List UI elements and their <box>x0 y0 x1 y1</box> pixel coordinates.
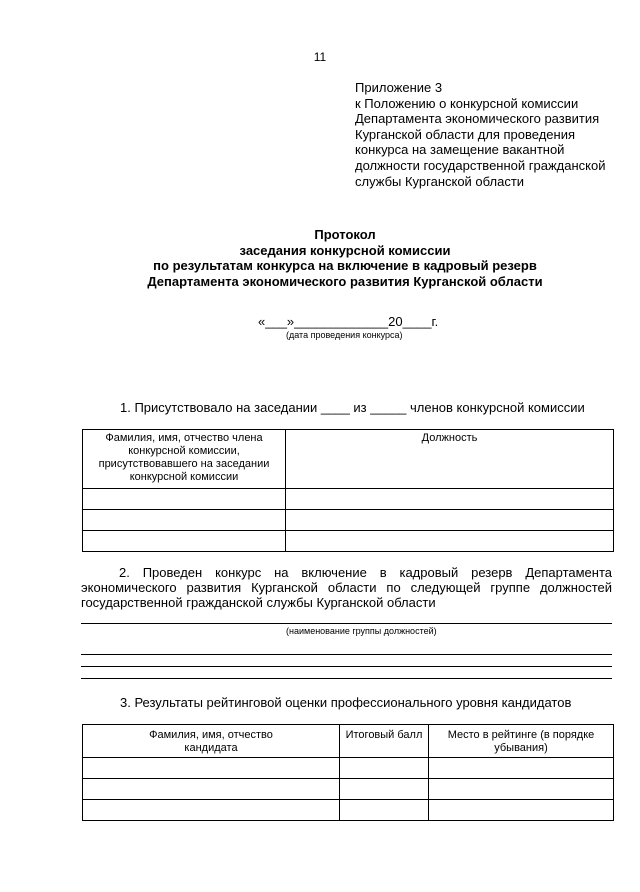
rating-name-header: Фамилия, имя, отчество кандидата <box>83 725 340 758</box>
rating-score-header: Итоговый балл <box>340 725 429 758</box>
table-cell[interactable] <box>83 531 286 552</box>
appendix-line: Департамента экономического развития <box>355 111 600 127</box>
appendix-line: службы Курганской области <box>355 173 525 189</box>
table-header-row <box>83 725 614 758</box>
table-cell[interactable] <box>286 489 614 510</box>
section3-heading: 3. Результаты рейтинговой оценки профессионального уровня кандидатов <box>120 695 572 710</box>
appendix-line: к Положению о конкурсной комиссии <box>355 95 579 111</box>
table-cell[interactable] <box>429 779 614 800</box>
table-cell[interactable] <box>83 758 340 779</box>
table-row <box>83 758 614 779</box>
date-field: «___»_____________20____г. <box>258 314 439 329</box>
group-name-line[interactable] <box>81 623 612 624</box>
attendance-name-header: Фамилия, имя, отчество члена конкурсной комиссии, присутствовавшего на заседании конкурсной комиссии <box>83 430 286 489</box>
table-cell[interactable] <box>429 800 614 821</box>
appendix-line: Приложение 3 <box>355 80 443 95</box>
blank-line[interactable] <box>81 678 612 679</box>
group-name-caption: (наименование группы должностей) <box>286 626 437 636</box>
table-cell[interactable] <box>83 800 340 821</box>
table-row <box>83 531 614 552</box>
section2-paragraph <box>81 565 612 610</box>
date-caption: (дата проведения конкурса) <box>286 330 403 340</box>
title-line: по результатам конкурса на включение в кадровый резерв <box>153 258 537 273</box>
rating-table <box>82 724 614 821</box>
appendix-line: должности государственной гражданской <box>355 157 606 173</box>
table-row <box>83 489 614 510</box>
table-cell[interactable] <box>340 758 429 779</box>
title-line: Протокол <box>314 227 376 242</box>
rating-place-header: Место в рейтинге (в порядке убывания) <box>429 725 614 758</box>
table-row <box>83 510 614 531</box>
table-header-row <box>83 430 614 489</box>
table-cell[interactable] <box>83 779 340 800</box>
title-line: Департамента экономического развития Курганской области <box>147 273 543 289</box>
attendance-position-header: Должность <box>286 430 614 489</box>
table-cell[interactable] <box>340 779 429 800</box>
title-line: заседания конкурсной комиссии <box>239 242 451 258</box>
table-cell[interactable] <box>83 510 286 531</box>
table-cell[interactable] <box>286 510 614 531</box>
table-row <box>83 800 614 821</box>
table-row <box>83 779 614 800</box>
table-cell[interactable] <box>340 800 429 821</box>
table-cell[interactable] <box>429 758 614 779</box>
section2-first-line: 2. Проведен конкурс на включение в кадровый резерв Департамента <box>119 565 612 580</box>
blank-line[interactable] <box>81 654 612 655</box>
appendix-line: Курганской области для проведения <box>355 126 576 142</box>
section2-rest: экономического развития Курганской области по следующей группе должностей государственной гражданской службы Курганской области <box>81 580 612 610</box>
blank-line[interactable] <box>81 666 612 667</box>
appendix-block <box>355 80 605 189</box>
section1-heading: 1. Присутствовало на заседании ____ из _____ членов конкурсной комиссии <box>120 400 585 415</box>
attendance-table <box>82 429 614 552</box>
appendix-line: конкурса на замещение вакантной <box>355 142 565 158</box>
table-cell[interactable] <box>286 531 614 552</box>
page-number: 11 <box>313 50 327 64</box>
table-cell[interactable] <box>83 489 286 510</box>
document-title <box>0 227 640 289</box>
